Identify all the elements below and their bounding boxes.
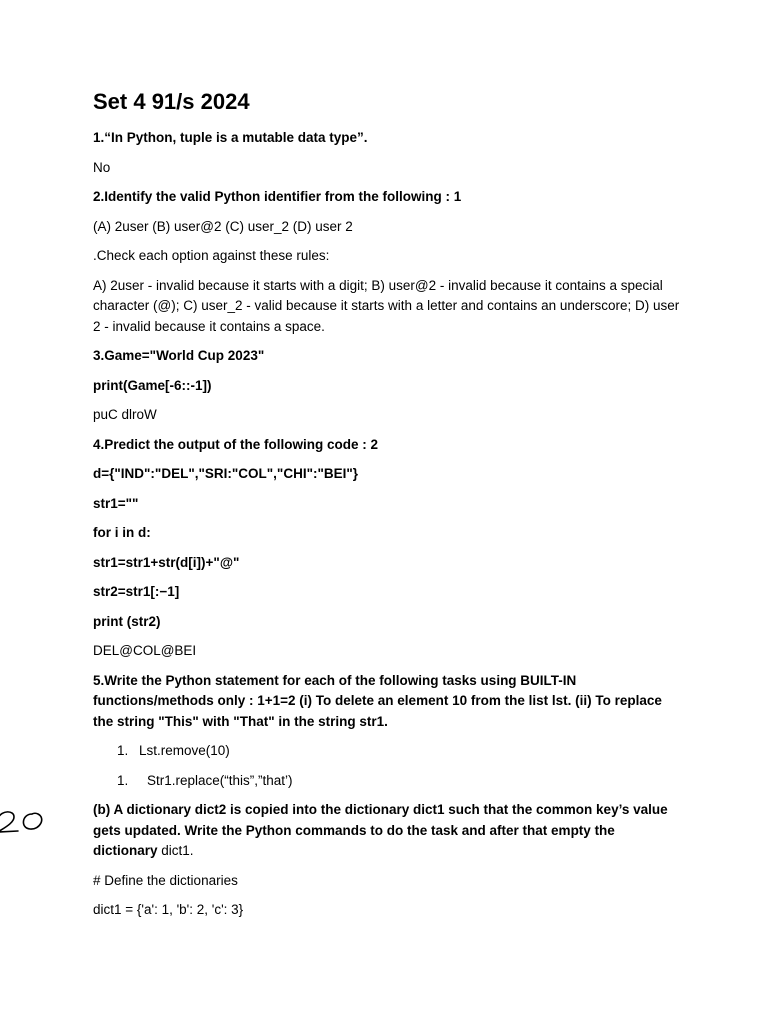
document-content bbox=[93, 88, 683, 930]
question-3-line-1: 3.Game="World Cup 2023" bbox=[93, 348, 265, 363]
question-5-part-b bbox=[93, 800, 683, 862]
question-5: 5.Write the Python statement for each of the following tasks using BUILT-IN functions/methods only : 1+1=2 (i) To delete an element 10 from the list lst. (ii) To replace the string "This" with "That" in the string str1. bbox=[93, 672, 662, 729]
part-b-bold-text: (b) A dictionary dict2 is copied into the dictionary dict1 such that the common key’s value gets updated. Write the Python commands to do the task and after that empty the dictionary bbox=[93, 802, 668, 858]
dict-definition: dict1 = {'a': 1, 'b': 2, 'c': 3} bbox=[93, 902, 244, 917]
list-item-number: 1. bbox=[117, 772, 129, 788]
question-3-line-2: print(Game[-6::-1]) bbox=[93, 377, 212, 393]
answer-4: DEL@COL@BEI bbox=[93, 643, 197, 658]
question-1: 1.“In Python, tuple is a mutable data type”. bbox=[93, 130, 368, 145]
answer-1: No bbox=[93, 159, 111, 175]
question-2-explanation: A) 2user - invalid because it starts with a digit; B) user@2 - invalid because it contains a special character (@); C) user_2 - valid because it starts with a letter and contains an underscore; D) user 2 - invalid because it contains a space. bbox=[93, 277, 680, 334]
question-2-rules: .Check each option against these rules: bbox=[93, 248, 330, 263]
list-item-text: Lst.remove(10) bbox=[139, 743, 230, 758]
code-line: for i in d: bbox=[93, 525, 151, 540]
question-2-options: (A) 2user (B) user@2 (C) user_2 (D) user 2 bbox=[93, 218, 353, 234]
list-item bbox=[93, 771, 683, 792]
page-title: Set 4 91/s 2024 bbox=[93, 89, 250, 114]
code-line: d={"IND":"DEL","SRI:"COL","CHI":"BEI"} bbox=[93, 466, 359, 481]
list-item bbox=[93, 741, 683, 762]
answer-3: puC dlroW bbox=[93, 407, 157, 422]
code-line: str2=str1[:−1] bbox=[93, 584, 180, 599]
list-item-text: Str1.replace(“this”,”that’) bbox=[147, 772, 293, 788]
question-4: 4.Predict the output of the following code : 2 bbox=[93, 436, 378, 452]
code-line: str1="" bbox=[93, 495, 139, 511]
code-comment: # Define the dictionaries bbox=[93, 872, 238, 888]
code-line: print (str2) bbox=[93, 613, 161, 629]
handwritten-score-mark bbox=[0, 806, 52, 836]
list-item-number: 1. bbox=[117, 743, 129, 758]
part-b-normal-text: dict1. bbox=[157, 843, 194, 858]
code-line: str1=str1+str(d[i])+"@" bbox=[93, 554, 240, 570]
question-2: 2.Identify the valid Python identifier from the following : 1 bbox=[93, 189, 462, 204]
